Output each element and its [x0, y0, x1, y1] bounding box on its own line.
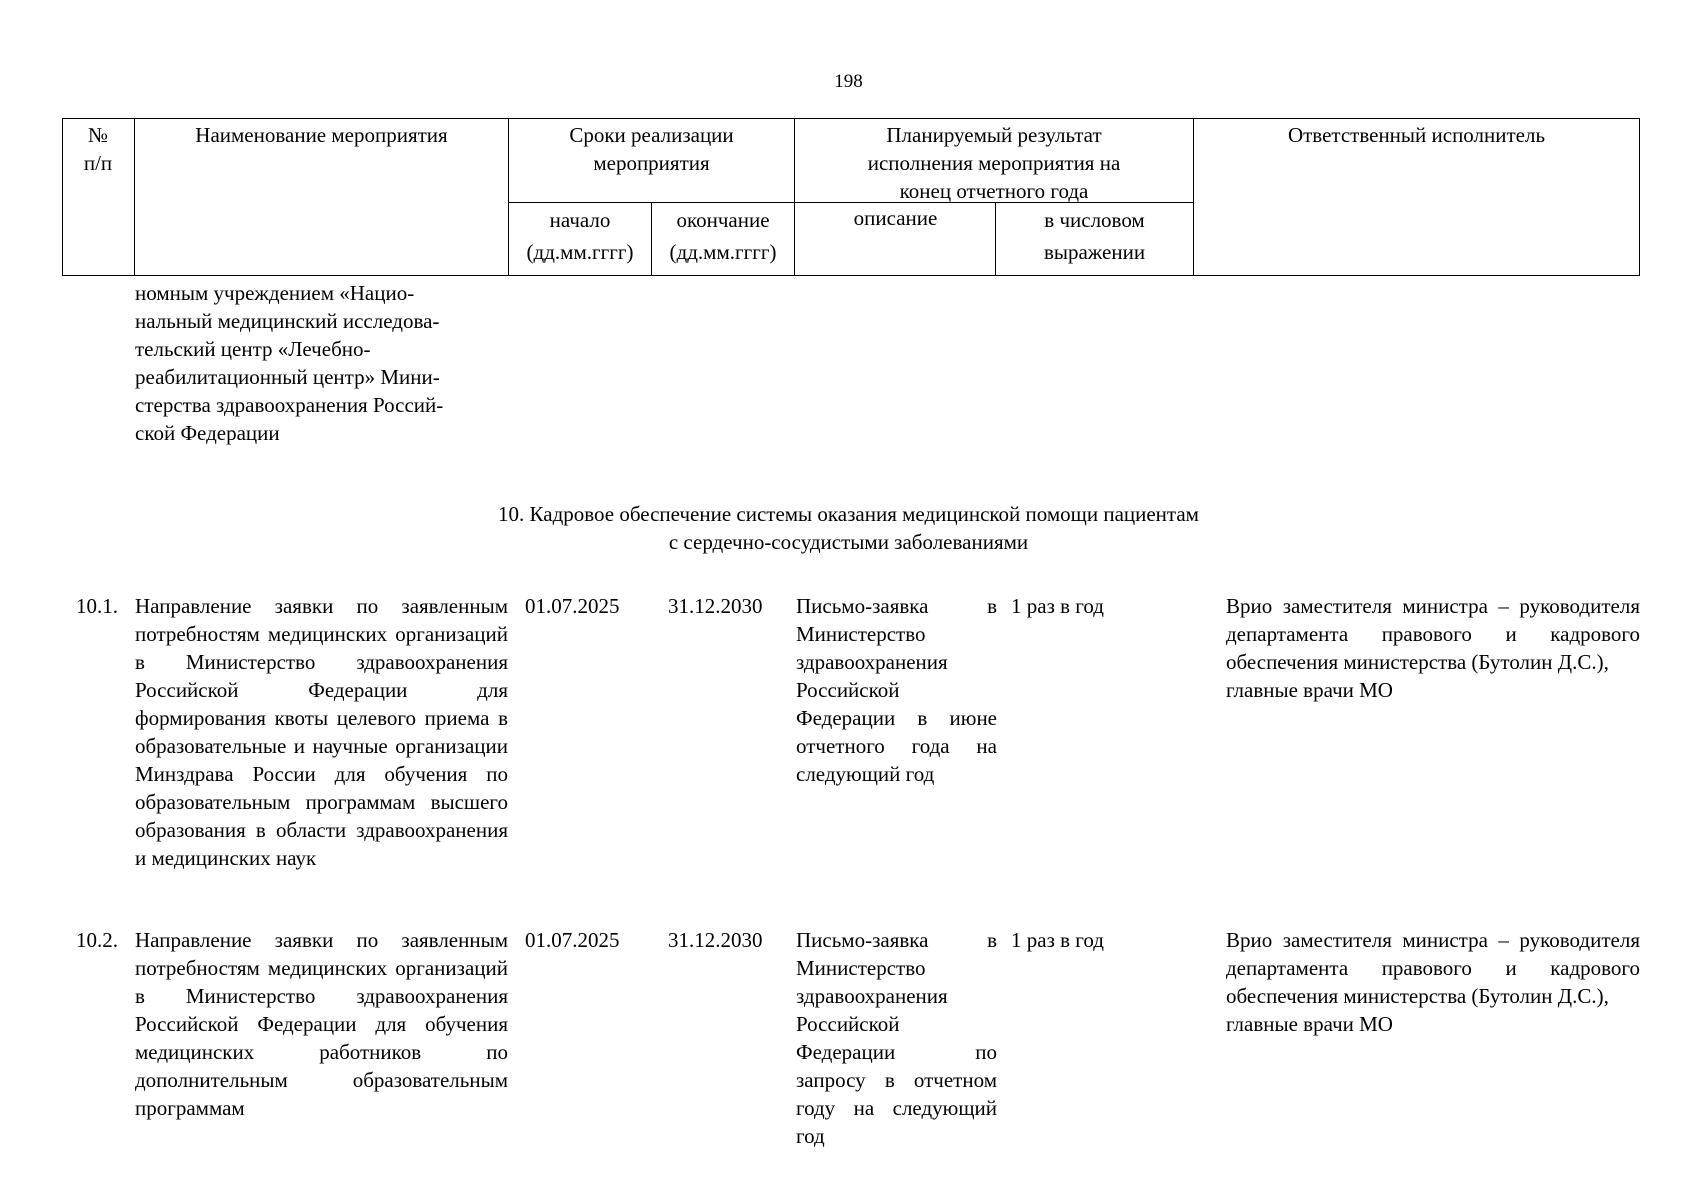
row-description: Письмо-заявка в Министерство здравоохранения Российской Федерации по запросу в отчетном году на следующий год	[796, 928, 997, 1148]
header-border-right	[1639, 118, 1640, 276]
row-end: 31.12.2030	[668, 928, 763, 952]
row-number: 10.1.	[76, 594, 118, 618]
row-name: Направление заявки по заявленным потребностям медицинских организаций в Министерство здравоохранения Российской Федерации для обучения медицинских работников по дополнительным образовательным программам	[135, 928, 508, 1120]
page-number: 198	[834, 71, 863, 92]
row-responsible: Врио заместителя министра – руководителя департамента правового и кадрового обеспечения министерства (Бутолин Д.С.), главные врачи МО	[1226, 928, 1640, 1036]
row-name: Направление заявки по заявленным потребностям медицинских организаций в Министерство здравоохранения Российской Федерации для формирования квоты целевого приема в образовательные и научные организации Минздрава России для обучения по образовательным программам высшего образования в области здравоохранения и медицинских наук	[135, 594, 508, 870]
continuation-line: номным учреждением «Нацио-	[135, 281, 415, 305]
row-end: 31.12.2030	[668, 594, 763, 618]
row-responsible: Врио заместителя министра – руководителя департамента правового и кадрового обеспечения министерства (Бутолин Д.С.), главные врачи МО	[1226, 594, 1640, 702]
header-terms: Сроки реализации мероприятия	[569, 123, 734, 175]
continuation-line: тельский центр «Лечебно-	[135, 337, 371, 361]
row-number: 10.2.	[76, 928, 118, 952]
continuation-line: ской Федерации	[135, 421, 280, 445]
row-start: 01.07.2025	[525, 928, 620, 952]
continuation-line: нальный медицинский исследова-	[135, 309, 440, 333]
row-start: 01.07.2025	[525, 594, 620, 618]
header-bottom-border	[62, 275, 1640, 276]
header-numeric: в числовом выражении	[1043, 208, 1146, 264]
header-result: Планируемый результат исполнения мероприятия на конец отчетного года	[867, 123, 1121, 203]
header-top-border	[62, 118, 1640, 119]
row-numeric: 1 раз в год	[1011, 928, 1104, 952]
continuation-line: стерства здравоохранения Россий-	[135, 393, 444, 417]
section-title: 10. Кадровое обеспечение системы оказания медицинской помощи пациентам с сердечно-сосудистыми заболеваниями	[498, 502, 1199, 554]
table-header	[62, 118, 1640, 276]
continuation-text	[135, 279, 506, 447]
continuation-line: реабилитационный центр» Мини-	[135, 365, 440, 389]
header-end: окончание (дд.мм.гггг)	[669, 208, 777, 264]
header-description: описание	[853, 206, 938, 230]
header-number: № п/п	[83, 123, 113, 175]
row-description: Письмо-заявка в Министерство здравоохранения Российской Федерации в июне отчетного года на следующий год	[796, 594, 997, 786]
header-start: начало (дд.мм.гггг)	[526, 208, 634, 264]
header-name: Наименование мероприятия	[195, 123, 448, 147]
row-numeric: 1 раз в год	[1011, 594, 1104, 618]
header-responsible: Ответственный исполнитель	[1287, 123, 1546, 147]
